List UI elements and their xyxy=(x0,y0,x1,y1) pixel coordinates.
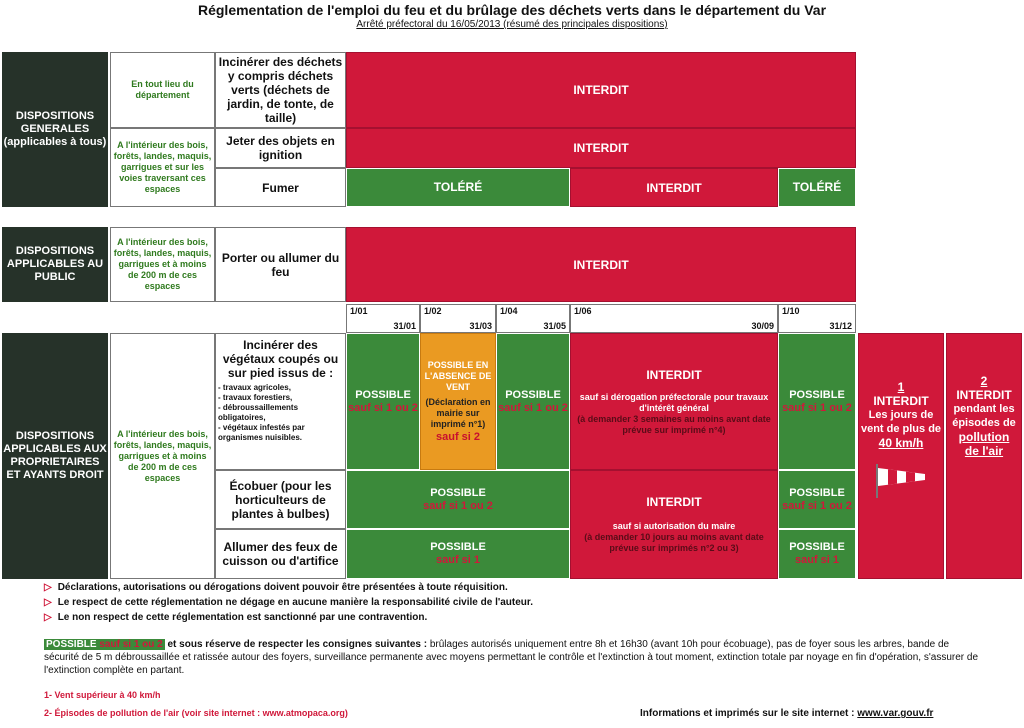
status-interdit-autorisation: INTERDIT sauf si autorisation du maire (à demander 10 jours au moins avant date prévue sur imprimés n°2 ou 3) xyxy=(570,470,778,579)
status-possible: POSSIBLE sauf si 1 ou 2 xyxy=(778,333,856,470)
status-tolere: TOLÉRÉ xyxy=(778,168,856,207)
status-interdit-derogation: INTERDIT sauf si dérogation préfectorale pour travaux d'intérêt général (à demander 3 semaines au moins avant date prévue sur imprimé n°4) xyxy=(570,333,778,470)
action-ecobuer: Écobuer (pour les horticulteurs de plantes à bulbes) xyxy=(215,470,346,529)
status-possible: POSSIBLE sauf si 1 xyxy=(778,529,856,579)
footnote-vent: 1- Vent supérieur à 40 km/h xyxy=(44,690,161,700)
page-title: Réglementation de l'emploi du feu et du brûlage des déchets verts dans le département du Var xyxy=(197,2,827,18)
location-bois: A l'intérieur des bois, forêts, landes, maquis, garrigues et sur les voies traversant ces espaces xyxy=(110,128,215,207)
triangle-icon: ▷ xyxy=(44,597,52,608)
status-vent: 1 INTERDIT Les jours de vent de plus de 40 km/h xyxy=(858,333,944,579)
list-item: - travaux agricoles, xyxy=(218,383,291,392)
section-public: DISPOSITIONS APPLICABLES AU PUBLIC xyxy=(2,227,108,302)
period-header: 1/10 31/12 xyxy=(778,304,856,333)
status-possible: POSSIBLE sauf si 1 ou 2 xyxy=(496,333,570,470)
status-possible: POSSIBLE sauf si 1 ou 2 xyxy=(346,333,420,470)
status-possible-absence-vent: POSSIBLE EN L'ABSENCE DE VENT (Déclaration en mairie sur imprimé n°1) sauf si 2 xyxy=(420,333,496,470)
action-title: Incinérer des végétaux coupés ou sur pied issus de : xyxy=(222,338,339,380)
section-generales: DISPOSITIONS GENERALES (applicables à tous) xyxy=(2,52,108,207)
action-fumer: Fumer xyxy=(215,168,346,207)
triangle-icon: ▷ xyxy=(44,612,52,623)
note: ▷ Le non respect de cette réglementation est sanctionné par une contravention. xyxy=(44,612,428,623)
list-item: - végétaux infestés par organismes nuisibles. xyxy=(218,423,305,442)
period-header: 1/01 31/01 xyxy=(346,304,420,333)
status-possible: POSSIBLE sauf si 1 ou 2 xyxy=(778,470,856,529)
action-list xyxy=(218,383,343,443)
action-porter-feu: Porter ou allumer du feu xyxy=(215,227,346,302)
period-header: 1/02 31/03 xyxy=(420,304,496,333)
footnote-pollution: 2- Épisodes de pollution de l'air (voir site internet : www.atmopaca.org) xyxy=(44,708,348,718)
status-interdit: INTERDIT xyxy=(570,168,778,207)
section-proprietaires: DISPOSITIONS APPLICABLES AUX PROPRIETAIRES ET AYANTS DROIT xyxy=(2,333,108,579)
status-tolere: TOLÉRÉ xyxy=(346,168,570,207)
action-jeter-objets: Jeter des objets en ignition xyxy=(215,128,346,168)
action-incinerer-dechets: Incinérer des déchets y compris déchets verts (déchets de jardin, de tonte, de taille) xyxy=(215,52,346,128)
status-pollution: 2 INTERDIT pendant les épisodes de pollution de l'air xyxy=(946,333,1022,579)
consignes-badge: POSSIBLE sauf si 1 ou 2 xyxy=(46,639,163,650)
action-feux-cuisson: Allumer des feux de cuisson ou d'artifice xyxy=(215,529,346,579)
location-bois-200m: A l'intérieur des bois, forêts, landes, maquis, garrigues et à moins de 200 m de ces espaces xyxy=(110,227,215,302)
status-interdit: INTERDIT xyxy=(346,52,856,128)
period-header: 1/06 30/09 xyxy=(570,304,778,333)
consignes: POSSIBLE sauf si 1 ou 2 et sous réserve de respecter les consignes suivantes : brûlages autorisés uniquement entre 8h et 16h30 (avant 10h pour écobuage), pas de foyer sous les arbres, bande de sécurité de 5 m débroussaillée et ratissée autour des foyers, surveillance permanente avec moyens permettant le contrôle et l'extinction à tout moment, extinction totale par noyage en fin d'opération, s'assurer de l'extinction complète en partant. xyxy=(44,639,979,676)
triangle-icon: ▷ xyxy=(44,582,52,593)
location-departement: En tout lieu du département xyxy=(110,52,215,128)
location-bois-200m: A l'intérieur des bois, forêts, landes, maquis, garrigues et à moins de 200 m de ces espaces xyxy=(110,333,215,579)
status-interdit: INTERDIT xyxy=(346,128,856,168)
action-incinerer-vegetaux xyxy=(215,333,346,470)
footer-info: Informations et imprimés sur le site internet : www.var.gouv.fr xyxy=(640,708,934,719)
status-possible: POSSIBLE sauf si 1 ou 2 xyxy=(346,470,570,529)
status-possible: POSSIBLE sauf si 1 xyxy=(346,529,570,579)
note: ▷ Le respect de cette réglementation ne dégage en aucune manière la responsabilité civile de l'auteur. xyxy=(44,597,534,608)
status-interdit: INTERDIT xyxy=(346,227,856,302)
note: ▷ Déclarations, autorisations ou dérogations doivent pouvoir être présentées à toute réquisition. xyxy=(44,582,508,593)
list-item: - travaux forestiers, xyxy=(218,393,293,402)
period-header: 1/04 31/05 xyxy=(496,304,570,333)
site-link[interactable]: www.var.gouv.fr xyxy=(857,708,934,719)
page-subtitle: Arrêté préfectoral du 16/05/2013 (résumé des principales dispositions) xyxy=(356,19,668,30)
list-item: - débroussaillements obligatoires, xyxy=(218,403,299,422)
windsock-icon xyxy=(871,462,931,498)
